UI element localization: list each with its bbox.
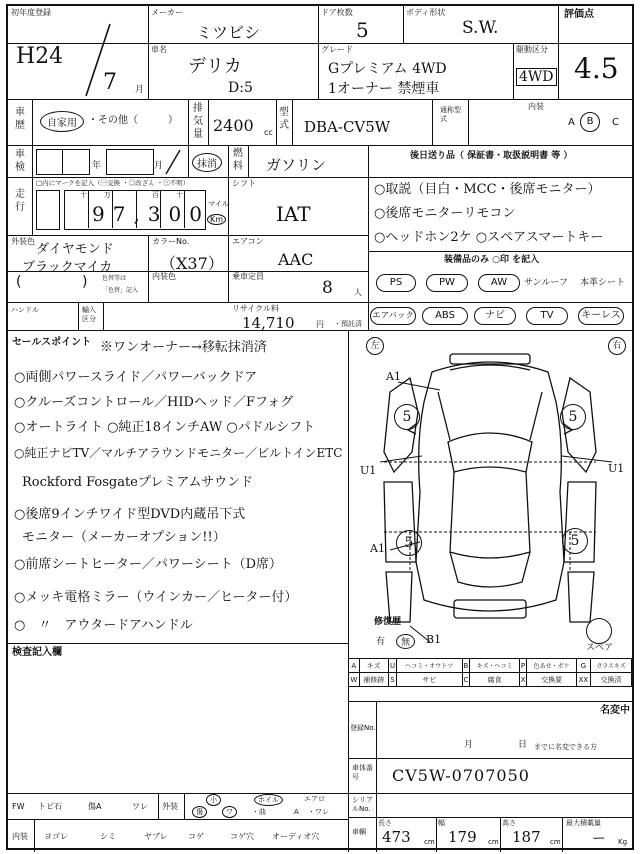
recycle-label: リサイクル料 [232, 304, 279, 313]
legend-code: XX [576, 673, 590, 687]
legend-desc: 補修跡 [359, 673, 388, 687]
sales-line-0: ※ワンオーナー→移転抹消済 [100, 340, 267, 355]
exterior-color-label: 外装色 [11, 237, 35, 246]
interior-color-label: 内装色 [152, 272, 176, 281]
mileage-digit-ten: 十 [80, 191, 87, 199]
legend-code: G [576, 659, 590, 673]
inspection-year-box [36, 149, 90, 175]
maker-value: ミツビシ [196, 23, 261, 42]
recycle-value: 14,710 [242, 314, 295, 332]
mileage-note: □内にマークを記入（㊀交換 ・㊁改ざん ・㊂不明） [36, 179, 190, 187]
sales-points-title: セールスポイント [12, 337, 92, 348]
interior-label: 内装 [12, 832, 28, 841]
handle-label: ハンドル [11, 306, 39, 314]
color-no-value: （X37） [160, 254, 224, 273]
auction-sheet [6, 4, 634, 850]
width-label: 幅 [438, 819, 445, 827]
mileage-label: 走行 [15, 189, 25, 213]
drive-value: 4WD [516, 68, 557, 86]
paren-close: ) [82, 274, 88, 290]
ac-value: AAC [278, 250, 314, 269]
serial-label: シリアルNo. [352, 796, 373, 813]
fuel-label: 燃料 [233, 148, 243, 172]
inspection-notes-title: 検査記入欄 [12, 647, 62, 658]
mileage-unit-km: Km [207, 214, 226, 225]
expired-option: 抹消 [192, 153, 222, 172]
cc-unit: cc [264, 128, 273, 137]
interior-grade-label: 内装 [528, 102, 544, 111]
spare-label: スペア [586, 643, 614, 653]
score-value: 4.5 [574, 52, 619, 85]
interior-item: コゲ [188, 832, 204, 841]
sales-line-5: Rockford Fosgateプレミアムサウンド [22, 475, 254, 490]
maker-label: メーカー [151, 8, 183, 17]
capacity-label: 乗車定員 [232, 272, 264, 281]
legend-desc: サビ [397, 673, 462, 687]
damage-mark-a1-rear: A1 [370, 542, 385, 555]
legend-code: U [388, 659, 396, 673]
equipment-title: 装備品のみ ○印 を記入 [444, 255, 540, 265]
tire-rear-right: 5 [562, 528, 588, 554]
exterior-scratch: 傷 [192, 806, 207, 818]
equip-tv: TV [526, 307, 568, 325]
fw-label: FW [12, 802, 25, 811]
shift-label: シフト [232, 179, 256, 188]
max-load-value: ー [592, 831, 606, 847]
reg-month: 7 [103, 70, 117, 95]
grade-line1: Gプレミアム 4WD [328, 61, 447, 77]
shift-value: IAT [276, 202, 311, 226]
exterior-color-line1: ダイヤモンド [36, 242, 114, 257]
mileage-mark-box [36, 190, 60, 230]
legend-code: W [349, 673, 360, 687]
doors-value: 5 [356, 18, 369, 42]
exterior-wheel: ホイル [254, 794, 283, 806]
height-value: 187 [512, 828, 541, 846]
exterior-label: 外装 [162, 802, 178, 811]
height-label: 高さ [502, 819, 516, 827]
later-docs-line3: ○ヘッドホン2ケ ○スペアスマートキー [374, 230, 604, 245]
grade-label: グレード [321, 45, 353, 54]
legend-code: P [519, 659, 527, 673]
name-change-label: 名変中 [600, 705, 630, 716]
later-docs-title: 後日送り品（ 保証書・取扱説明書 等 ） [410, 151, 573, 161]
legend-code: C [462, 673, 470, 687]
sales-line-2: ○クルーズコントロール／HIDヘッド／Fフォグ [14, 395, 294, 410]
paren-open: ( [16, 274, 22, 290]
car-name-label: 車名 [151, 45, 167, 54]
legend-code: S [388, 673, 396, 687]
color-change-note1: 色替等は [102, 275, 127, 282]
interior-grade-c: C [612, 117, 619, 128]
equip-sunroof: サンルーフ [524, 278, 568, 288]
capacity-value: 8 [322, 278, 333, 298]
mileage-digit-tens: 十 [176, 191, 183, 199]
equip-aw: AW [478, 274, 520, 292]
deadline-day: 日 [518, 740, 528, 750]
mileage-digit-man: 万 [104, 191, 111, 199]
recycle-yen: 円 [316, 320, 324, 329]
later-docs-line1: ○取説（目白・MCC・後席モニター） [374, 182, 601, 197]
diagram-left: 左 [366, 337, 384, 355]
interior-item: コゲ穴 [230, 832, 254, 841]
exterior-aero: エアロ [304, 795, 325, 803]
reg-month-unit: 月 [135, 85, 145, 95]
body-label: ボディ形状 [406, 8, 446, 17]
interior-grade-b: B [580, 112, 600, 132]
body-value: S.W. [462, 18, 499, 38]
length-value: 473 [382, 828, 411, 846]
diagram-right: 右 [608, 337, 626, 355]
reg-era: H24 [16, 44, 64, 69]
equip-navi: ナビ [474, 307, 516, 325]
revision-label: 通称型式 [440, 106, 461, 123]
legend-code: A [349, 659, 360, 673]
equip-ps: PS [376, 274, 416, 292]
sales-line-1: ○両側パワースライド／パワーバックドア [14, 370, 258, 385]
mileage-digit-hundred: 百 [152, 191, 159, 199]
interior-item: オーディオ穴 [272, 832, 320, 841]
model-label: 型式 [279, 107, 289, 131]
damage-mark-b1: B1 [426, 633, 442, 646]
exterior-break: ・ワレ [308, 808, 329, 816]
sales-line-3: ○オートライト ○純正18インチAW ○パドルシフト [14, 420, 316, 435]
own-use-option: 自家用 [40, 111, 84, 132]
model-value: DBA-CV5W [304, 118, 391, 136]
sales-line-7: モニター（メーカーオプション!!） [22, 530, 226, 545]
interior-item: ヤブレ [144, 832, 168, 841]
inspection-month-unit: 月 [154, 161, 164, 171]
import-label: 輸入区分 [82, 306, 96, 323]
exterior-bent: ・曲 [252, 808, 266, 816]
later-docs-line2: ○後席モニターリモコン [374, 206, 516, 221]
fw-item: ワレ [132, 802, 148, 811]
ac-label: エアコン [232, 237, 264, 246]
interior-item: シミ [100, 832, 116, 841]
recycle-deposit: ・預託済 [334, 320, 362, 328]
length-unit: cm [424, 838, 435, 846]
max-load-label: 最大積載量 [566, 819, 601, 827]
doors-label: ドア枚数 [321, 8, 353, 17]
grade-line2: 1オーナー 禁煙車 [328, 81, 440, 97]
spare-tire-circle [586, 618, 612, 644]
width-unit: cm [488, 838, 499, 846]
inspection-slash [162, 148, 184, 176]
deadline-month: 月 [464, 740, 474, 750]
legend-desc: キズ・ヘコミ [470, 659, 519, 673]
equip-leather: 本革シート [580, 278, 626, 288]
color-no-label: カラーNo. [152, 237, 190, 246]
equip-pw: PW [426, 274, 468, 292]
reg-year-label: 初年度登録 [11, 8, 51, 17]
tire-front-left: 5 [394, 404, 420, 430]
legend-desc: ガラスキズ [590, 659, 631, 673]
legend-desc: キズ [359, 659, 388, 673]
max-load-unit: Kg [618, 838, 628, 846]
repair-history-label: 修復歴 [374, 617, 402, 627]
sales-line-8: ○前席シートヒーター／パワーシート（D席） [14, 557, 282, 572]
repair-yes: 有 [376, 637, 386, 647]
legend-desc: 交換要 [527, 673, 576, 687]
sales-line-10: ○ 〃 アウタードアハンドル [14, 618, 193, 633]
tire-rear-left: 5 [396, 530, 422, 556]
history-label: 車歴 [15, 107, 25, 131]
repair-no: 無 [396, 634, 415, 649]
sales-line-6: ○後席9インチワイド型DVD内蔵吊下式 [14, 507, 246, 522]
chassis-value: CV5W-0707050 [392, 766, 530, 785]
car-name-value: デリカ [188, 56, 242, 77]
inspection-month-box [106, 149, 154, 175]
displacement-label: 排気量 [193, 103, 203, 140]
legend-desc: ヘコミ・オウトツ [397, 659, 462, 673]
exterior-small: 小 [206, 794, 221, 806]
equip-airbag: エアバック [370, 307, 416, 325]
inspection-label: 車検 [15, 149, 25, 173]
damage-legend [348, 658, 632, 687]
fw-item: 傷A [88, 802, 102, 811]
sales-line-9: ○メッキ電格ミラー（ウインカー／ヒーター付） [14, 590, 298, 605]
drive-label: 駆動区分 [516, 45, 548, 54]
damage-mark-u1-right: U1 [608, 462, 625, 475]
car-name-sub: D:5 [228, 80, 253, 96]
length-label: 長さ [378, 819, 392, 827]
equip-abs: ABS [422, 307, 468, 325]
other-option: ・その他（ [88, 115, 138, 126]
fuel-value: ガソリン [266, 156, 327, 174]
height-unit: cm [550, 838, 561, 846]
chassis-label: 車体番号 [352, 764, 373, 781]
legend-desc: 腐食 [470, 673, 519, 687]
interior-grade-a: A [568, 117, 575, 128]
mileage-unit-mile: マイル [208, 200, 229, 208]
damage-mark-u1-left: U1 [360, 464, 377, 477]
registration-no-label: 登録No. [350, 724, 376, 732]
exterior-a: A [294, 808, 299, 816]
exterior-color-line2: ブラックマイカ [22, 260, 113, 275]
displacement-value: 2400 [213, 116, 254, 135]
other-close: ） [168, 115, 178, 126]
legend-desc: 色あせ・ボケ [527, 659, 576, 673]
legend-code: X [519, 673, 527, 687]
sales-line-4: ○純正ナビTV／マルチアラウンドモニター／ビルトインETC [14, 446, 343, 460]
score-label: 評価点 [564, 9, 594, 20]
damage-mark-a1-front: A1 [386, 370, 401, 383]
width-value: 179 [448, 828, 477, 846]
interior-item: ヨゴレ [44, 832, 68, 841]
tire-front-right: 5 [560, 404, 586, 430]
exterior-crack: ワ [222, 806, 237, 818]
equip-keyless: キーレス [578, 307, 624, 325]
size-label: 車輌 [352, 828, 366, 836]
deadline-text: までに名変できる方 [534, 743, 597, 751]
color-change-note2: 「色替」記入 [102, 287, 139, 294]
legend-code: B [462, 659, 470, 673]
fw-item: トビ石 [38, 802, 62, 811]
inspection-year-unit: 年 [92, 161, 102, 171]
mileage-value: 97,300 [92, 202, 210, 226]
capacity-unit: 人 [354, 288, 362, 297]
legend-desc: 交換済 [590, 673, 631, 687]
